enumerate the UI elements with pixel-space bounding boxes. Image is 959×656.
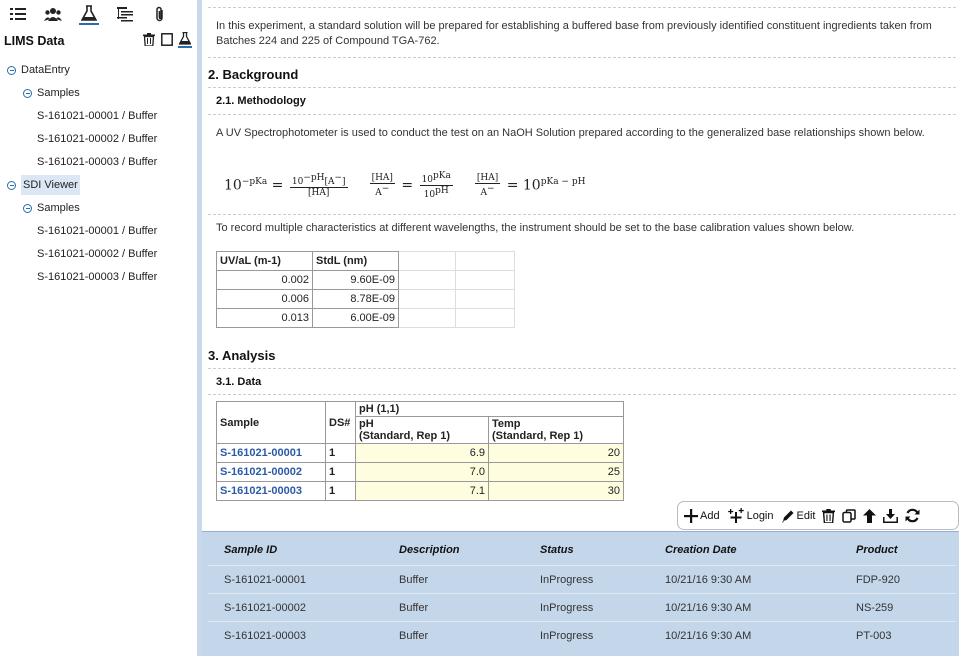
table-row xyxy=(217,482,624,501)
arrow-up-icon xyxy=(863,509,876,523)
empty-cell xyxy=(399,309,456,328)
empty-cell xyxy=(456,309,515,328)
grid-cell: Buffer xyxy=(399,629,429,642)
pencil-icon xyxy=(781,509,795,523)
ph-value-cell[interactable]: 6.9 xyxy=(356,444,489,463)
sample-link[interactable]: S-161021-00003 xyxy=(217,482,326,501)
tree-item[interactable] xyxy=(37,244,157,264)
column-header-description[interactable]: Description xyxy=(399,544,460,556)
collapse-icon[interactable] xyxy=(7,66,16,75)
ds-cell: 1 xyxy=(326,482,356,501)
divider xyxy=(208,394,956,395)
tree-item-label: Samples xyxy=(37,202,80,214)
tree-item-label: S-161021-00002 / Buffer xyxy=(37,133,158,145)
sample-link[interactable]: S-161021-00001 xyxy=(217,444,326,463)
temp-value-cell[interactable]: 30 xyxy=(489,482,624,501)
grid-cell: S-161021-00003 xyxy=(224,629,306,642)
empty-cell xyxy=(456,252,515,271)
tree-item[interactable] xyxy=(37,129,157,149)
subsection-heading: 2.1. Methodology xyxy=(216,95,306,107)
column-header-product[interactable]: Product xyxy=(856,544,898,556)
column-header: Sample xyxy=(217,402,326,444)
login-button[interactable] xyxy=(727,508,774,523)
collapse-icon[interactable] xyxy=(23,89,32,98)
add-label: Add xyxy=(700,509,720,522)
record-paragraph: To record multiple characteristics at different wavelengths, the instrument should be set to the base calibration values shown below. xyxy=(216,222,855,234)
ds-cell: 1 xyxy=(326,463,356,482)
flask-icon[interactable] xyxy=(178,31,192,48)
table-row xyxy=(217,463,624,482)
ph-value-cell[interactable]: 7.0 xyxy=(356,463,489,482)
outline-icon[interactable] xyxy=(115,3,135,25)
column-header-subtitle: (Standard, Rep 1) xyxy=(492,430,584,442)
grid-cell: Buffer xyxy=(399,601,429,614)
empty-cell xyxy=(456,290,515,309)
grid-cell: 10/21/16 9:30 AM xyxy=(665,629,752,642)
formula-part: $\frac{[HA]}{A^-}$ = $\frac{10^{pKa}}{10^{pH}}$ xyxy=(371,171,451,200)
copy-button[interactable] xyxy=(842,509,856,523)
column-header-title: Temp xyxy=(492,418,521,430)
column-header: UV/aL (m-1) xyxy=(217,252,313,271)
column-header-title: pH xyxy=(359,418,374,430)
tree-item-label: Samples xyxy=(37,87,80,99)
empty-cell xyxy=(399,252,456,271)
group-icon[interactable] xyxy=(43,3,63,25)
divider xyxy=(208,57,956,58)
grid-row[interactable] xyxy=(208,565,956,593)
tree-item-label: S-161021-00001 / Buffer xyxy=(37,110,158,122)
table-row xyxy=(217,444,624,463)
tree-item[interactable] xyxy=(37,267,157,287)
refresh-button[interactable] xyxy=(905,508,920,523)
left-panel xyxy=(0,0,197,656)
grid-cell: FDP-920 xyxy=(856,573,901,586)
tree-item[interactable] xyxy=(37,106,157,126)
temp-value-cell[interactable]: 20 xyxy=(489,444,624,463)
table-cell: 6.00E-09 xyxy=(313,309,399,328)
trash-icon[interactable] xyxy=(142,31,156,48)
delete-button[interactable] xyxy=(822,509,835,523)
multi-plus-icon xyxy=(727,508,745,523)
refresh-icon xyxy=(905,508,920,523)
section-heading: 2. Background xyxy=(208,67,299,82)
grid-cell: PT-003 xyxy=(856,629,892,642)
table-cell: 0.002 xyxy=(217,271,313,290)
empty-cell xyxy=(399,290,456,309)
grid-cell: NS-259 xyxy=(856,601,894,614)
tree-item[interactable] xyxy=(23,198,80,218)
collapse-icon[interactable] xyxy=(7,181,16,190)
grid-cell: S-161021-00002 xyxy=(224,601,306,614)
temp-value-cell[interactable]: 25 xyxy=(489,463,624,482)
sample-link[interactable]: S-161021-00002 xyxy=(217,463,326,482)
trash-icon xyxy=(822,509,835,523)
tree-item-label: S-161021-00003 / Buffer xyxy=(37,271,158,283)
grid-row[interactable] xyxy=(208,621,956,649)
list-icon[interactable] xyxy=(8,3,28,25)
tree-item-label: SDI Viewer xyxy=(21,175,80,195)
empty-cell xyxy=(456,271,515,290)
download-icon xyxy=(883,509,898,523)
add-button[interactable] xyxy=(684,509,720,523)
formula-part: $\frac{[HA]}{A^-}$ = $10^{pKa - pH}$ xyxy=(476,173,586,198)
divider xyxy=(208,7,956,8)
tree-item[interactable] xyxy=(7,175,80,195)
collapse-icon[interactable] xyxy=(23,204,32,213)
table-cell: 8.78E-09 xyxy=(313,290,399,309)
table-cell: 0.006 xyxy=(217,290,313,309)
formula-part: $10^{-pKa}$ = $\frac{10^{-pH}[A^-]}{[HA]}$ xyxy=(224,173,346,198)
download-button[interactable] xyxy=(883,509,898,523)
divider xyxy=(208,87,956,88)
grid-cell: 10/21/16 9:30 AM xyxy=(665,573,752,586)
grid-toolbar xyxy=(677,501,959,530)
grid-cell: S-161021-00001 xyxy=(224,573,306,586)
empty-cell xyxy=(399,271,456,290)
divider xyxy=(208,368,956,369)
divider xyxy=(208,214,956,215)
grid-cell: Buffer xyxy=(399,573,429,586)
tree-item-label: S-161021-00003 / Buffer xyxy=(37,156,158,168)
tree-item-label: DataEntry xyxy=(21,64,70,76)
login-label: Login xyxy=(746,509,774,522)
tree-item[interactable] xyxy=(23,83,80,103)
panel-title: LIMS Data xyxy=(4,34,65,48)
intro-paragraph: In this experiment, a standard solution will be prepared for establishing a buffered base from previously identified constituent ingredients taken from Batches 224 and 225 of Compound TGA-762. xyxy=(216,20,932,47)
document-icon[interactable] xyxy=(160,31,174,48)
divider xyxy=(208,114,956,115)
tree-item-label: S-161021-00002 / Buffer xyxy=(37,248,158,260)
ph-value-cell[interactable]: 7.1 xyxy=(356,482,489,501)
column-header-subtitle: (Standard, Rep 1) xyxy=(359,430,451,442)
column-header-status[interactable]: Status xyxy=(540,544,574,556)
section-heading: 3. Analysis xyxy=(208,348,276,363)
grid-cell: InProgress xyxy=(540,601,594,614)
formula xyxy=(224,171,585,200)
edit-button[interactable] xyxy=(781,509,816,523)
tree-item[interactable] xyxy=(37,152,157,172)
panel-actions xyxy=(142,31,192,48)
paperclip-icon[interactable] xyxy=(150,3,170,25)
table-cell: 0.013 xyxy=(217,309,313,328)
column-header-sample-id[interactable]: Sample ID xyxy=(224,544,278,556)
sample-grid xyxy=(202,531,959,656)
grid-cell: 10/21/16 9:30 AM xyxy=(665,601,752,614)
grid-header xyxy=(208,536,956,564)
flask-icon[interactable] xyxy=(79,3,99,25)
move-up-button[interactable] xyxy=(863,509,876,523)
column-header: DS# xyxy=(326,402,356,444)
copy-icon xyxy=(842,509,856,523)
tree-item[interactable] xyxy=(7,60,70,80)
column-header: StdL (nm) xyxy=(313,252,399,271)
grid-row[interactable] xyxy=(208,593,956,621)
method-paragraph: A UV Spectrophotometer is used to conduct the test on an NaOH Solution prepared according to the generalized base relationships shown below. xyxy=(216,127,925,139)
plus-icon xyxy=(684,509,698,523)
data-table xyxy=(216,401,624,501)
grid-cell: InProgress xyxy=(540,629,594,642)
edit-label: Edit xyxy=(796,509,816,522)
calibration-table xyxy=(216,251,515,328)
column-header-creation-date[interactable]: Creation Date xyxy=(665,544,737,556)
tree-item[interactable] xyxy=(37,221,157,241)
group-header: pH (1,1) xyxy=(356,402,624,417)
ds-cell: 1 xyxy=(326,444,356,463)
table-cell: 9.60E-09 xyxy=(313,271,399,290)
subsection-heading: 3.1. Data xyxy=(216,376,262,388)
tree-item-label: S-161021-00001 / Buffer xyxy=(37,225,158,237)
left-toolbar xyxy=(0,0,197,30)
column-header xyxy=(489,417,624,444)
grid-cell: InProgress xyxy=(540,573,594,586)
column-header xyxy=(356,417,489,444)
